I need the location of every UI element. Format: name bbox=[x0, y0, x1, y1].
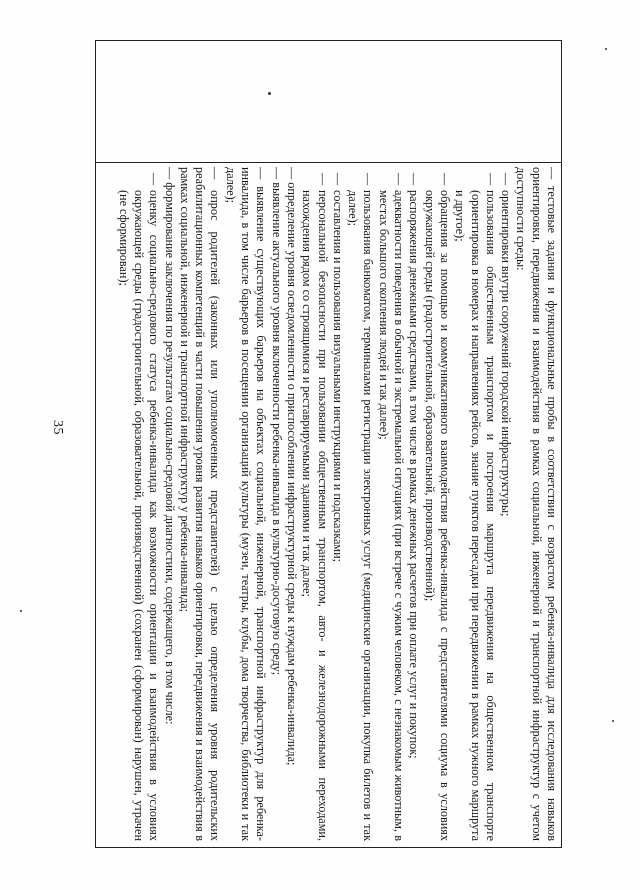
sub-list-item bbox=[115, 167, 161, 841]
document-table bbox=[95, 40, 562, 848]
item-text: ориентировки внутри сооружений городской инфраструктуры; bbox=[499, 190, 514, 517]
item-text: распоряжения денежными средствами, в том числе в рамках денежных расчетов при оплате услуг и покупок; bbox=[407, 190, 422, 759]
table-left-column bbox=[96, 41, 561, 163]
item-text: — определение уровня осведомленности о приспособлении инфраструктурной среды к нуждам ребенка-инвалида; bbox=[284, 167, 299, 766]
item-text: адекватности поведения в обычной и экстремальной ситуациях (при встрече с чужим человеком, с незнакомым животным, в местах большого скопления людей и так далее); bbox=[376, 190, 407, 841]
dash-marker: — bbox=[315, 173, 330, 186]
list-item bbox=[268, 167, 283, 841]
item-text: составления и пользования визуальными инструкциями и подсказками; bbox=[330, 190, 345, 562]
sub-list-item bbox=[406, 167, 421, 841]
dash-marker: — bbox=[330, 173, 345, 186]
dash-marker: — bbox=[147, 173, 162, 186]
item-text: — выявление существующих барьеров на объектах социальной, инженерной, транспортной инфраструктур для ребенка-инвалида, в том числе барьеров в посещении организаций культуры (музеи, театры, клубы, дома творчества, библиотеки и так далее); bbox=[223, 167, 269, 841]
item-text: — тестовые задания и функциональные пробы в соответствии с возрастом ребенка-инвалида для исследования навыков ориентировки, передвижения и взаимодействия в рамках социальной, инженерной и транспортной инфраструктур с учетом доступности среды: bbox=[514, 167, 559, 841]
dash-marker: — bbox=[437, 173, 452, 186]
sub-list-item bbox=[345, 167, 376, 841]
sub-list-item bbox=[330, 167, 345, 841]
dash-marker: — bbox=[392, 173, 407, 186]
scan-speck bbox=[612, 720, 614, 722]
item-text: — выявление актуального уровня включенности ребенка-инвалида в культурно-досуговую среду; bbox=[269, 167, 284, 676]
scan-speck bbox=[605, 48, 607, 50]
dash-marker: — bbox=[499, 173, 514, 186]
item-text: пользования банкоматом, терминалами регистрации электронных услуг (медицинские организации, покупка билетов и так далее); bbox=[346, 190, 376, 841]
list-item bbox=[222, 167, 268, 841]
item-text: — формирование заключения по результатам социально-средовой диагностики, содержащего, в том числе: bbox=[162, 167, 177, 725]
sub-list-item bbox=[421, 167, 452, 841]
list-item bbox=[177, 167, 223, 841]
item-text: пользования общественным транспортом и построения маршрута передвижения на общественном транспорте (ориентировка в номерах и направлениях рейсов, знание пунктов пересадки при передвижении в рамках нужного маршрута и другое); bbox=[453, 190, 498, 841]
dash-marker: — bbox=[483, 173, 498, 186]
sub-list-item bbox=[498, 167, 513, 841]
dash-marker: — bbox=[407, 173, 422, 186]
item-text: — опрос родителей (законных или уполномоченных представителей) с целью определения уровня родительских реабилитационных компетенций в части повышения уровня развития навыков ориентировки, передвижения и взаимодействия в рамках социальной, инженерной и транспортной инфраструктур у ребенка-инвалида; bbox=[177, 167, 223, 841]
table-right-column bbox=[96, 163, 561, 847]
scan-speck bbox=[20, 610, 22, 612]
item-text: оценку социально-средового статуса ребенка-инвалида как возможности ориентации и взаимодействия в условиях окружающей среды (градостроительной, образовательной, производственной) (сохранен (сформирован) нарушен, утрачен (не сформирован); bbox=[116, 190, 162, 841]
page-number: 35 bbox=[50, 420, 65, 435]
item-text: персональной безопасности при пользовании общественным транспортом, авто- и железнодорожными переходами, нахождения рядом со строящимися и реставрируемыми зданиями и так далее; bbox=[300, 190, 330, 841]
list-item bbox=[284, 167, 299, 841]
sub-list-item bbox=[299, 167, 330, 841]
list-item bbox=[513, 167, 559, 841]
list-item bbox=[161, 167, 176, 841]
sub-list-item bbox=[375, 167, 406, 841]
dash-marker: — bbox=[361, 173, 376, 186]
item-text: обращения за помощью и коммуникативного взаимодействия ребенка-инвалида с представителями социума в условиях окружающей среды (градостроительной, образовательной, производственной); bbox=[422, 190, 452, 841]
sub-list-item bbox=[452, 167, 498, 841]
scan-speck bbox=[268, 92, 271, 95]
